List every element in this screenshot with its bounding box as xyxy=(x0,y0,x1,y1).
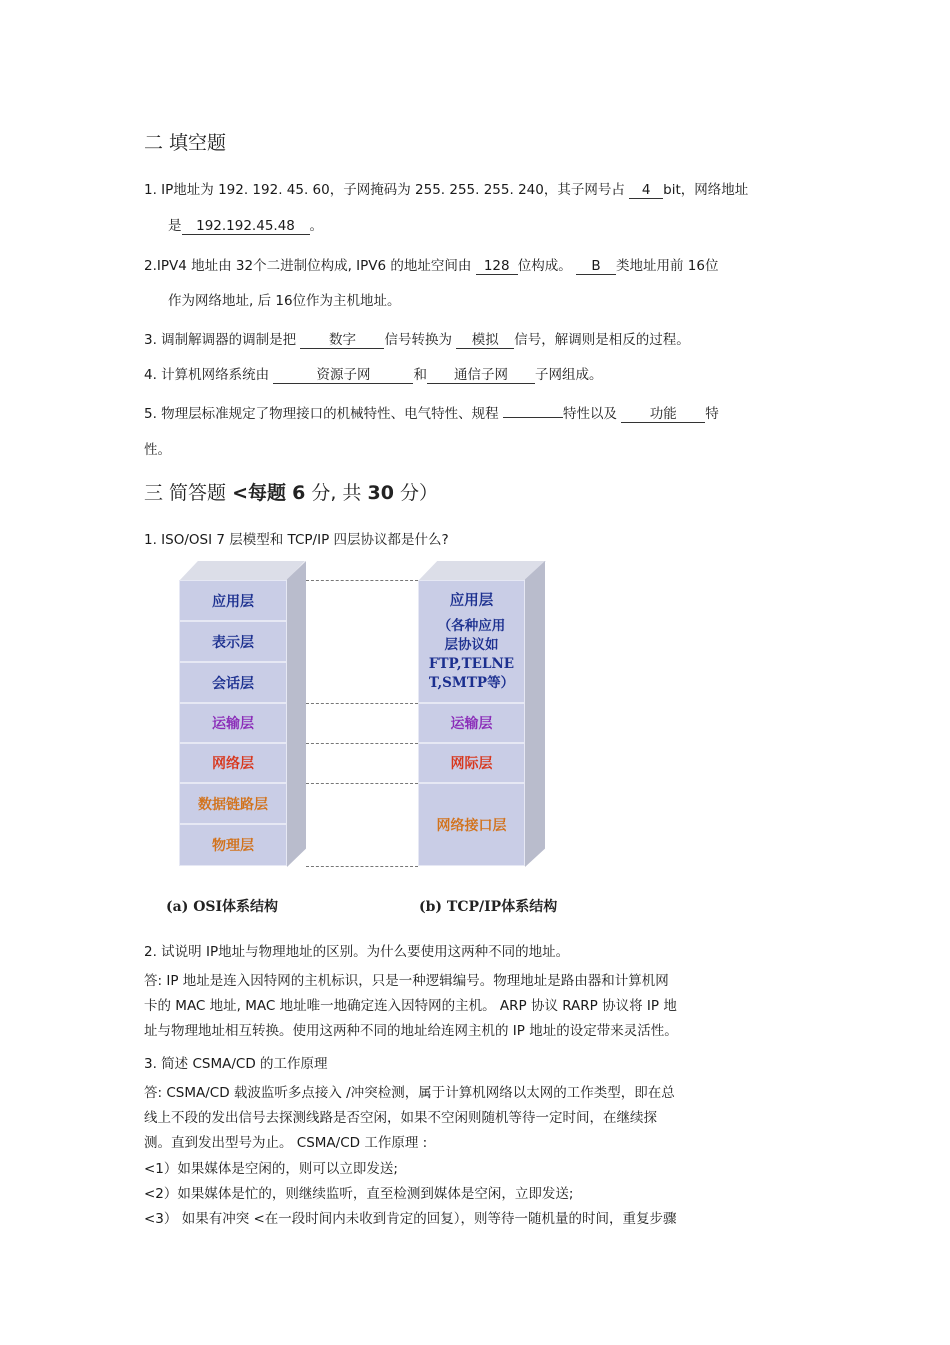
q5-answer-1 xyxy=(503,402,563,418)
s3-answer-3-line-3: 测。直到发出型号为止。 CSMA/CD 工作原理 : xyxy=(144,1135,428,1151)
q4-text-b: 和 xyxy=(413,367,427,383)
tcp-app-desc-4: T,SMTP等） xyxy=(428,674,515,691)
s3-title-b: <每题 xyxy=(232,482,287,504)
question-1-line-2 xyxy=(168,214,323,235)
s3-title-c: 6 xyxy=(292,482,306,504)
s3-answer-2-line-1: 答: IP 地址是连入因特网的主机标识，只是一种逻辑编号。物理地址是路由器和计算机网 xyxy=(144,973,669,989)
osi-layer-presentation: 表示层 xyxy=(179,621,287,662)
q2-text-a: 2.IPV4 地址由 32个二进制位构成, IPV6 的地址空间由 xyxy=(144,258,476,274)
q1-answer-1: 4 xyxy=(629,183,663,199)
osi-layer-application: 应用层 xyxy=(179,580,287,621)
section-3-title xyxy=(144,478,438,505)
question-3 xyxy=(144,328,690,349)
tcp-layer-link: 网络接口层 xyxy=(418,783,525,866)
connector-line xyxy=(306,743,418,744)
connector-line xyxy=(306,703,418,704)
s3-answer-3-line-6: <3） 如果有冲突 <在一段时间内未收到肯定的回复），则等待一随机量的时间，重复步骤 xyxy=(144,1211,677,1227)
s3-answer-2-line-2: 卡的 MAC 地址, MAC 地址唯一地确定连入因特网的主机。 ARP 协议 RARP 协议将 IP 地 xyxy=(144,998,677,1014)
tcp-stack-side xyxy=(525,561,545,867)
s3-answer-3-line-1: 答: CSMA/CD 载波监听多点接入 /冲突检测，属于计算机网络以太网的工作类型，即在总 xyxy=(144,1085,675,1101)
tcp-layer-application xyxy=(418,580,525,703)
q2-text-c: 类地址用前 16位 xyxy=(616,258,719,274)
osi-tcpip-diagram xyxy=(160,558,580,924)
s3-answer-3-line-5: <2）如果媒体是忙的，则继续监听，直至检测到媒体是空闲，立即发送; xyxy=(144,1186,574,1202)
q2-text-b: 位构成。 xyxy=(517,258,576,274)
s3-title-e: 30 xyxy=(367,482,394,504)
q1-text-d: 。 xyxy=(309,218,323,234)
question-1-line-1 xyxy=(144,178,748,199)
osi-stack-side xyxy=(287,561,306,867)
connector-line xyxy=(306,783,418,784)
q3-text-c: 信号，解调则是相反的过程。 xyxy=(514,332,690,348)
tcp-app-desc-3: FTP,TELNE xyxy=(428,655,515,672)
s3-question-2: 2. 试说明 IP地址与物理地址的区别。为什么要使用这两种不同的地址。 xyxy=(144,944,570,960)
q3-text-b: 信号转换为 xyxy=(384,332,457,348)
caption-tcpip: (b) TCP/IP体系结构 xyxy=(419,899,558,915)
q1-answer-2: 192.192.45.48 xyxy=(182,219,310,235)
q4-answer-1: 资源子网 xyxy=(273,368,413,384)
q5-text-c: 特 xyxy=(705,406,719,422)
q1-text-b: bit，网络地址 xyxy=(663,182,749,198)
osi-layer-datalink: 数据链路层 xyxy=(179,783,287,824)
question-5-line-1 xyxy=(144,402,719,423)
q1-text-a: 1. IP地址为 192. 192. 45. 60，子网掩码为 255. 255. 255. 240，其子网号占 xyxy=(144,182,630,198)
caption-osi: (a) OSI体系结构 xyxy=(166,899,279,915)
question-5-line-2: 性。 xyxy=(144,442,171,458)
s3-question-1: 1. ISO/OSI 7 层模型和 TCP/IP 四层协议都是什么? xyxy=(144,532,449,548)
q4-text-a: 4. 计算机网络系统由 xyxy=(144,367,274,383)
osi-layer-network: 网络层 xyxy=(179,743,287,783)
q3-answer-2: 模拟 xyxy=(456,333,514,349)
q3-text-a: 3. 调制解调器的调制是把 xyxy=(144,332,301,348)
q5-text-a: 5. 物理层标准规定了物理接口的机械特性、电气特性、规程 xyxy=(144,406,503,422)
q1-text-c: 是 xyxy=(168,218,182,234)
s3-title-d: 分, 共 xyxy=(311,482,362,504)
section-2-title: 二 填空题 xyxy=(144,132,227,154)
q5-text-b: 特性以及 xyxy=(562,406,622,422)
question-2-line-1 xyxy=(144,254,718,275)
connector-line xyxy=(306,866,418,867)
tcp-layer-internet: 网际层 xyxy=(418,743,525,783)
question-4 xyxy=(144,363,602,384)
osi-layer-transport: 运输层 xyxy=(179,703,287,743)
q5-answer-2: 功能 xyxy=(621,407,705,423)
s3-question-3: 3. 简述 CSMA/CD 的工作原理 xyxy=(144,1056,328,1072)
connector-line xyxy=(306,580,418,581)
s3-answer-3-line-2: 线上不段的发出信号去探测线路是否空闲，如果不空闲则随机等待一定时间，在继续探 xyxy=(144,1110,657,1126)
tcp-app-desc-2: 层协议如 xyxy=(444,636,499,653)
osi-layer-physical: 物理层 xyxy=(179,824,287,866)
tcp-app-title: 应用层 xyxy=(449,591,494,609)
s3-answer-2-line-3: 址与物理地址相互转换。使用这两种不同的地址给连网主机的 IP 地址的设定带来灵活性。 xyxy=(144,1023,678,1039)
osi-layer-session: 会话层 xyxy=(179,662,287,703)
s3-title-f: 分） xyxy=(399,482,438,504)
tcp-app-desc-1: （各种应用 xyxy=(437,617,506,634)
tcp-layer-transport: 运输层 xyxy=(418,703,525,743)
q4-answer-2: 通信子网 xyxy=(427,368,535,384)
s3-answer-3-line-4: <1）如果媒体是空闲的，则可以立即发送; xyxy=(144,1161,398,1177)
s3-title-a: 三 简答题 xyxy=(144,482,227,504)
q2-answer-2: B xyxy=(576,259,616,275)
q4-text-c: 子网组成。 xyxy=(534,367,603,383)
question-2-line-2: 作为网络地址, 后 16位作为主机地址。 xyxy=(168,293,401,309)
q2-answer-1: 128 xyxy=(476,259,518,275)
osi-stack-top xyxy=(179,561,305,581)
q3-answer-1: 数字 xyxy=(300,333,384,349)
